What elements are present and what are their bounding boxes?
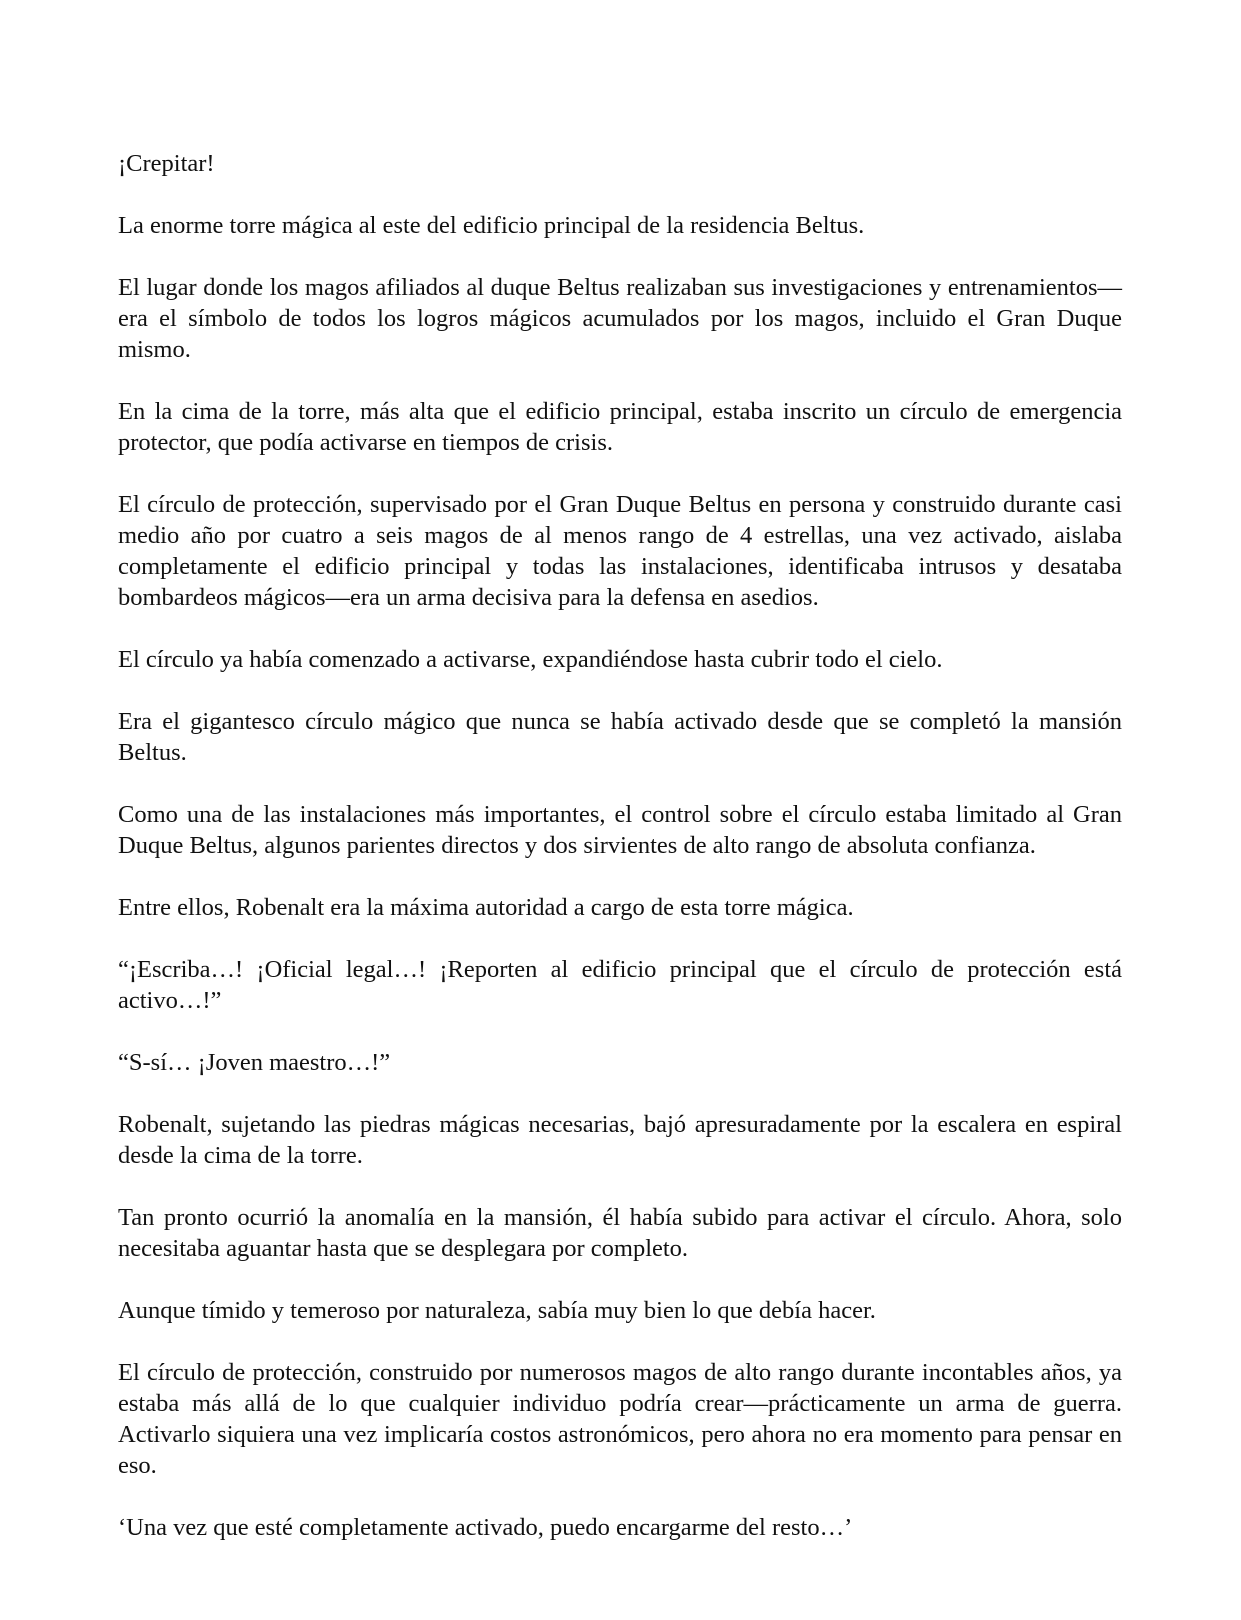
paragraph-robenalt-authority: Entre ellos, Robenalt era la máxima autoridad a cargo de esta torre mágica.	[118, 894, 854, 921]
paragraph-inner-thought: ‘Una vez que esté completamente activado, puedo encargarme del resto…’	[118, 1514, 853, 1541]
paragraph-timid-nature: Aunque tímido y temeroso por naturaleza, sabía muy bien lo que debía hacer.	[118, 1297, 876, 1324]
paragraph-protection-circle: El círculo de protección, supervisado por el Gran Duque Beltus en persona y construido durante casi medio año por cuatro a seis magos de al menos rango de 4 estrellas, una vez activado, aislaba completamente el edificio principal y todas las instalaciones, identificaba intrusos y desataba bombardeos mágicos—era un arma decisiva para la defensa en asedios.	[118, 491, 1122, 611]
paragraph-circle-control: Como una de las instalaciones más importantes, el control sobre el círculo estaba limitado al Gran Duque Beltus, algunos parientes directos y dos sirvientes de alto rango de absoluta confianza.	[118, 801, 1122, 859]
document-page	[118, 148, 1122, 1574]
paragraph-dialogue-reply: “S-sí… ¡Joven maestro…!”	[118, 1049, 391, 1076]
paragraph-tower-intro: La enorme torre mágica al este del edificio principal de la residencia Beltus.	[118, 212, 865, 239]
paragraph-giant-circle: Era el gigantesco círculo mágico que nunca se había activado desde que se completó la mansión Beltus.	[118, 708, 1122, 766]
paragraph-robenalt-descends: Robenalt, sujetando las piedras mágicas necesarias, bajó apresuradamente por la escalera en espiral desde la cima de la torre.	[118, 1111, 1122, 1169]
paragraph-emergency-circle: En la cima de la torre, más alta que el edificio principal, estaba inscrito un círculo de emergencia protector, que podía activarse en tiempos de crisis.	[118, 398, 1122, 456]
paragraph-dialogue-order: “¡Escriba…! ¡Oficial legal…! ¡Reporten al edificio principal que el círculo de protección está activo…!”	[118, 956, 1122, 1014]
paragraph-tower-purpose: El lugar donde los magos afiliados al duque Beltus realizaban sus investigaciones y entrenamientos—era el símbolo de todos los logros mágicos acumulados por los magos, incluido el Gran Duque mismo.	[118, 274, 1122, 363]
paragraph-anomaly: Tan pronto ocurrió la anomalía en la mansión, él había subido para activar el círculo. Ahora, solo necesitaba aguantar hasta que se desplegara por completo.	[118, 1204, 1122, 1262]
paragraph-sound-effect: ¡Crepitar!	[118, 150, 215, 177]
paragraph-war-weapon: El círculo de protección, construido por numerosos magos de alto rango durante incontables años, ya estaba más allá de lo que cualquier individuo podría crear—prácticamente un arma de guerra. Activarlo siquiera una vez implicaría costos astronómicos, pero ahora no era momento para pensar en eso.	[118, 1359, 1122, 1479]
paragraph-circle-activating: El círculo ya había comenzado a activarse, expandiéndose hasta cubrir todo el cielo.	[118, 646, 943, 673]
